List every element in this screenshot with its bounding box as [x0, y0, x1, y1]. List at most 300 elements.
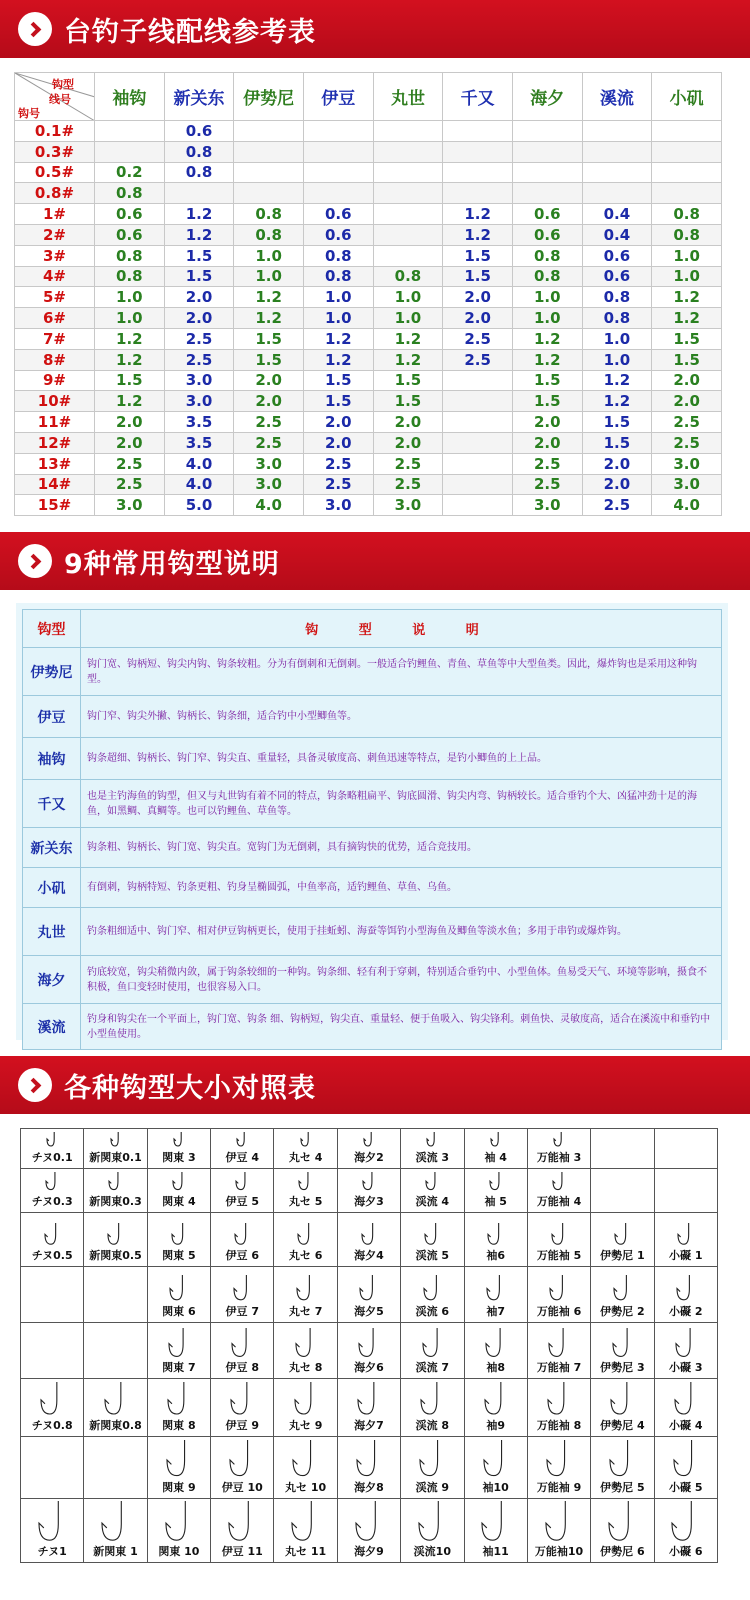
hook-size-cell	[211, 1437, 274, 1499]
hook-size-cell	[274, 1437, 337, 1499]
table-row	[15, 308, 722, 329]
hook-size-cell	[654, 1267, 717, 1323]
hook-size-cell	[337, 1323, 400, 1379]
hook-type-name: 伊豆	[23, 696, 81, 738]
fishhook-icon	[108, 1130, 124, 1149]
line-value	[373, 121, 443, 142]
fishhook-icon	[170, 1170, 188, 1193]
line-value	[582, 121, 652, 142]
line-value: 4.0	[234, 495, 304, 516]
line-value: 1.0	[234, 266, 304, 287]
hook-size-label: 万能袖 6	[536, 1305, 582, 1318]
hook-size-label: 海夕9	[354, 1545, 384, 1559]
hook-size-label: 伊豆 6	[225, 1249, 259, 1262]
hook-number: 6#	[15, 308, 95, 329]
hook-size-label: チヌ0.3	[31, 1195, 73, 1208]
line-value: 1.2	[512, 328, 582, 349]
fishhook-icon	[357, 1273, 380, 1303]
line-value: 0.8	[582, 308, 652, 329]
fishhook-icon	[551, 1130, 567, 1149]
hook-size-label: 渓流 9	[415, 1481, 450, 1494]
hook-size-label: 袖9	[486, 1419, 506, 1432]
column-header: 袖钩	[95, 73, 165, 121]
hook-size-cell	[274, 1267, 337, 1323]
table-row	[15, 412, 722, 433]
line-value	[303, 183, 373, 204]
line-value: 1.0	[652, 266, 722, 287]
fishhook-icon	[44, 1130, 60, 1149]
fishhook-icon	[43, 1170, 61, 1193]
hook-size-label: 小礙 3	[669, 1361, 703, 1374]
hook-size-cell	[654, 1129, 717, 1169]
fishhook-icon	[294, 1273, 317, 1303]
hook-size-cell	[211, 1267, 274, 1323]
table-row	[15, 245, 722, 266]
section-banner-1	[0, 0, 750, 58]
hook-size-label: 万能袖 7	[536, 1361, 582, 1374]
fishhook-icon	[484, 1273, 507, 1303]
hook-size-cell	[591, 1499, 654, 1563]
table-row	[21, 1437, 718, 1499]
fishhook-icon	[232, 1221, 253, 1247]
line-value: 0.8	[164, 141, 234, 162]
line-value: 1.2	[373, 328, 443, 349]
line-value: 1.2	[303, 328, 373, 349]
hook-size-cell	[84, 1169, 147, 1213]
line-value: 1.5	[234, 328, 304, 349]
hook-size-cell	[211, 1129, 274, 1169]
line-value: 0.6	[95, 224, 165, 245]
fishhook-icon	[487, 1170, 505, 1193]
section-banner-3	[0, 1056, 750, 1114]
fishhook-icon	[295, 1221, 316, 1247]
column-header: 丸世	[373, 73, 443, 121]
table-row	[21, 1169, 718, 1213]
line-value: 1.2	[443, 224, 513, 245]
hook-number: 14#	[15, 474, 95, 495]
section-title: 台钓子线配线参考表	[64, 16, 316, 48]
hook-size-cell	[84, 1437, 147, 1499]
hook-size-label: 万能袖 4	[536, 1195, 582, 1208]
line-value: 0.8	[234, 224, 304, 245]
hook-size-cell	[464, 1499, 527, 1563]
hook-size-cell	[84, 1267, 147, 1323]
corner-cell	[15, 73, 95, 121]
hook-size-cell	[84, 1213, 147, 1267]
hook-size-cell	[464, 1129, 527, 1169]
line-value: 2.0	[512, 432, 582, 453]
hook-size-label: 関東 7	[162, 1361, 196, 1374]
hook-size-label: 袖10	[482, 1481, 509, 1494]
line-value	[652, 121, 722, 142]
line-value: 2.5	[303, 474, 373, 495]
hook-size-cell	[337, 1267, 400, 1323]
hook-type-name: 袖钩	[23, 738, 81, 780]
table-row	[23, 956, 722, 1004]
hook-size-cell	[274, 1169, 337, 1213]
hook-size-label: 伊豆 4	[225, 1151, 259, 1164]
hook-size-cell	[527, 1499, 590, 1563]
hook-size-cell	[527, 1129, 590, 1169]
fishhook-icon	[163, 1499, 196, 1543]
line-value: 2.5	[234, 412, 304, 433]
fishhook-icon	[167, 1273, 190, 1303]
section-banner-2	[0, 532, 750, 590]
line-value	[95, 121, 165, 142]
line-value	[443, 121, 513, 142]
fishhook-icon	[479, 1499, 512, 1543]
hook-size-cell	[464, 1437, 527, 1499]
hook-number: 15#	[15, 495, 95, 516]
hook-type-description: 钓底较宽，钩尖稍微内敛，属于钩条较细的一种钩。钩条细、轻有利于穿刺，特别适合垂钓中、小型鱼体。鱼易受天气、环境等影响，摄食不积极，鱼口变轻时使用，也很容易入口。	[81, 956, 722, 1004]
line-value	[443, 162, 513, 183]
line-value: 1.5	[234, 349, 304, 370]
line-value: 0.8	[164, 162, 234, 183]
hook-size-cell	[211, 1323, 274, 1379]
hook-type-name: 溪流	[23, 1004, 81, 1050]
table-row	[23, 908, 722, 956]
line-value: 0.6	[512, 224, 582, 245]
hook-number: 4#	[15, 266, 95, 287]
line-value: 1.0	[95, 308, 165, 329]
line-value	[512, 141, 582, 162]
line-value: 0.2	[95, 162, 165, 183]
hook-size-cell	[591, 1213, 654, 1267]
line-value: 2.5	[234, 432, 304, 453]
line-value: 2.0	[582, 453, 652, 474]
table-row	[23, 738, 722, 780]
hook-size-label: 渓流 8	[415, 1419, 450, 1432]
line-value	[582, 162, 652, 183]
fishhook-icon	[169, 1221, 190, 1247]
hook-size-label: 万能袖 3	[536, 1151, 582, 1164]
line-value	[234, 162, 304, 183]
fishhook-icon	[669, 1499, 702, 1543]
table-row	[15, 495, 722, 516]
line-value: 2.5	[443, 328, 513, 349]
fishhook-icon	[105, 1221, 126, 1247]
line-value	[373, 141, 443, 162]
line-value: 1.0	[373, 287, 443, 308]
hook-type-description: 也是主钓海鱼的钩型，但又与丸世钩有着不同的特点，钩条略粗扁平、钩底圆滑、钩尖内弯、钩柄较长。适合垂钓个大、凶猛冲劲十足的海鱼，如黑鲷、真鲷等。也可以钓鲤鱼、草鱼等。	[81, 780, 722, 828]
table-row	[15, 370, 722, 391]
hook-number: 9#	[15, 370, 95, 391]
column-header: 小矶	[652, 73, 722, 121]
line-value: 1.0	[303, 287, 373, 308]
table-row	[15, 474, 722, 495]
line-value: 2.0	[373, 412, 443, 433]
line-value	[443, 495, 513, 516]
description-header: 钩 型 说 明	[81, 610, 722, 648]
hook-number: 0.3#	[15, 141, 95, 162]
hook-size-label: 海夕7	[354, 1419, 384, 1432]
hook-size-cell	[464, 1213, 527, 1267]
fishhook-icon	[543, 1499, 576, 1543]
hook-number: 12#	[15, 432, 95, 453]
column-header: 溪流	[582, 73, 652, 121]
line-value: 2.5	[373, 474, 443, 495]
line-value	[234, 141, 304, 162]
table-row	[21, 1379, 718, 1437]
line-value	[512, 183, 582, 204]
line-value: 2.5	[373, 453, 443, 474]
hook-type-name: 新关东	[23, 828, 81, 868]
line-value: 0.8	[95, 183, 165, 204]
hook-size-label: 渓流 5	[415, 1249, 450, 1262]
hook-size-label: チヌ0.8	[31, 1419, 73, 1432]
fishhook-icon	[227, 1438, 257, 1479]
hook-size-label: 丸セ 5	[288, 1195, 323, 1208]
fishhook-icon	[354, 1438, 384, 1479]
line-value: 1.5	[582, 412, 652, 433]
hook-size-cell	[21, 1379, 84, 1437]
hook-size-label: 関東 8	[162, 1419, 196, 1432]
line-value: 1.5	[512, 370, 582, 391]
hook-size-label: 関東 10	[158, 1545, 200, 1559]
fishhook-icon	[611, 1273, 634, 1303]
table-row	[15, 141, 722, 162]
line-value	[95, 141, 165, 162]
hook-type-header: 钩型	[23, 610, 81, 648]
line-value: 2.0	[373, 432, 443, 453]
hook-size-label: 万能袖 8	[536, 1419, 582, 1432]
hook-size-cell	[147, 1437, 210, 1499]
fishhook-icon	[298, 1130, 314, 1149]
fishhook-icon	[99, 1499, 132, 1543]
fishhook-icon	[612, 1221, 633, 1247]
line-value: 1.5	[373, 370, 443, 391]
hook-size-cell	[464, 1169, 527, 1213]
line-value	[443, 141, 513, 162]
line-value: 0.4	[582, 204, 652, 225]
fishhook-icon	[421, 1273, 444, 1303]
table-row	[15, 453, 722, 474]
line-value	[443, 370, 513, 391]
line-value: 3.0	[164, 370, 234, 391]
hook-size-label: 丸セ 11	[285, 1545, 327, 1559]
line-value: 2.5	[95, 474, 165, 495]
hook-size-label: 新関東0.8	[89, 1419, 142, 1432]
table-row	[23, 868, 722, 908]
line-value: 3.0	[164, 391, 234, 412]
line-value: 2.0	[95, 412, 165, 433]
column-header: 千又	[443, 73, 513, 121]
hook-size-label: 袖 4	[484, 1151, 507, 1164]
hook-size-label: 渓流 4	[415, 1195, 450, 1208]
hook-number: 1#	[15, 204, 95, 225]
line-value: 0.6	[95, 204, 165, 225]
fishhook-icon	[488, 1130, 504, 1149]
line-value: 0.8	[512, 245, 582, 266]
hook-number: 0.1#	[15, 121, 95, 142]
hook-size-cell	[147, 1129, 210, 1169]
fishhook-icon	[38, 1380, 66, 1417]
hook-size-cell	[401, 1213, 464, 1267]
table-row	[21, 1323, 718, 1379]
fishhook-icon	[229, 1326, 255, 1359]
hook-size-label: 丸セ 7	[288, 1305, 323, 1318]
hook-size-label: 海夕8	[354, 1481, 384, 1494]
hook-size-label: 伊勢尼 2	[600, 1305, 645, 1318]
fishhook-icon	[547, 1273, 570, 1303]
table-row	[21, 1213, 718, 1267]
line-value: 2.0	[512, 412, 582, 433]
line-value	[234, 183, 304, 204]
table-row	[23, 648, 722, 696]
line-value: 2.5	[652, 432, 722, 453]
line-value: 2.5	[652, 412, 722, 433]
fishhook-icon	[166, 1326, 192, 1359]
line-value: 1.5	[443, 266, 513, 287]
chevron-right-icon	[18, 1068, 52, 1102]
hook-size-cell	[527, 1267, 590, 1323]
line-value: 1.0	[582, 349, 652, 370]
table-row	[15, 121, 722, 142]
hook-size-label: 渓流 7	[415, 1361, 450, 1374]
hook-number: 5#	[15, 287, 95, 308]
line-value: 3.0	[95, 495, 165, 516]
hook-size-cell	[401, 1499, 464, 1563]
column-header: 伊势尼	[234, 73, 304, 121]
line-value: 3.0	[234, 453, 304, 474]
hook-size-cell	[401, 1169, 464, 1213]
section-title: 各种钩型大小对照表	[64, 1072, 316, 1104]
hook-size-cell	[337, 1379, 400, 1437]
line-value: 2.5	[582, 495, 652, 516]
hook-size-label: 丸セ 8	[288, 1361, 323, 1374]
line-value: 2.0	[443, 308, 513, 329]
line-value	[373, 224, 443, 245]
line-value	[652, 141, 722, 162]
hook-size-label: 小礙 1	[669, 1249, 703, 1262]
line-value	[443, 432, 513, 453]
hook-size-label: 関東 6	[162, 1305, 196, 1318]
line-value: 1.2	[373, 349, 443, 370]
line-value: 4.0	[164, 453, 234, 474]
fishhook-icon	[164, 1438, 194, 1479]
hook-size-cell	[274, 1323, 337, 1379]
line-value: 3.0	[652, 453, 722, 474]
hook-type-name: 小矶	[23, 868, 81, 908]
line-value: 2.5	[443, 349, 513, 370]
hook-size-cell	[591, 1437, 654, 1499]
line-value	[582, 141, 652, 162]
table-row	[15, 391, 722, 412]
line-value: 1.5	[164, 245, 234, 266]
line-value: 1.2	[303, 349, 373, 370]
line-value: 2.0	[303, 432, 373, 453]
hook-size-cell	[401, 1267, 464, 1323]
hook-number: 0.5#	[15, 162, 95, 183]
line-value: 3.5	[164, 412, 234, 433]
hook-size-cell	[401, 1129, 464, 1169]
fishhook-icon	[424, 1130, 440, 1149]
hook-size-label: 伊豆 5	[225, 1195, 259, 1208]
hook-size-cell	[654, 1437, 717, 1499]
chevron-right-icon	[18, 12, 52, 46]
line-value: 1.5	[303, 370, 373, 391]
hook-size-label: 関東 9	[162, 1481, 196, 1494]
table-row	[21, 1129, 718, 1169]
fishhook-icon	[293, 1326, 319, 1359]
fishhook-icon	[544, 1438, 574, 1479]
hook-size-label: 袖6	[486, 1249, 506, 1262]
hook-size-cell	[274, 1129, 337, 1169]
fishhook-icon	[296, 1170, 314, 1193]
hook-type-description: 钩门窄、钩尖外撇、钩柄长、钩条细，适合钓中小型鲫鱼等。	[81, 696, 722, 738]
fishhook-icon	[102, 1380, 130, 1417]
hook-size-cell	[337, 1129, 400, 1169]
hook-size-cell	[401, 1437, 464, 1499]
hook-size-label: 袖7	[486, 1305, 506, 1318]
corner-label-hook-no: 钩号	[18, 107, 40, 120]
hook-size-cell	[591, 1323, 654, 1379]
line-value	[652, 162, 722, 183]
hook-type-description: 有倒刺，钩柄特短、钓条更粗、钓身呈椭圆弧，中鱼率高，适钓鲤鱼、草鱼、乌鱼。	[81, 868, 722, 908]
line-value	[443, 391, 513, 412]
hook-size-cell	[84, 1499, 147, 1563]
hook-size-label: 伊勢尼 1	[600, 1249, 645, 1262]
hook-size-label: 伊勢尼 6	[600, 1545, 645, 1559]
line-value: 3.0	[303, 495, 373, 516]
table-row	[23, 1004, 722, 1050]
hook-size-label: 伊豆 8	[225, 1361, 259, 1374]
fishhook-icon	[485, 1221, 506, 1247]
table-row	[21, 1499, 718, 1563]
line-value	[443, 453, 513, 474]
fishhook-icon	[674, 1273, 697, 1303]
hook-size-label: 万能袖10	[534, 1545, 584, 1559]
fishhook-icon	[673, 1326, 699, 1359]
line-value: 1.2	[234, 308, 304, 329]
hook-size-cell	[274, 1213, 337, 1267]
table-row	[23, 780, 722, 828]
line-value: 0.8	[303, 266, 373, 287]
hook-size-label: 関東 3	[162, 1151, 196, 1164]
line-value: 2.0	[303, 412, 373, 433]
fishhook-icon	[483, 1326, 509, 1359]
hook-size-cell	[21, 1267, 84, 1323]
line-value	[164, 183, 234, 204]
hook-size-label: 新関東0.1	[89, 1151, 142, 1164]
fishhook-icon	[481, 1438, 511, 1479]
line-value	[303, 121, 373, 142]
hook-size-cell	[527, 1437, 590, 1499]
hook-size-cell	[654, 1499, 717, 1563]
table-row	[15, 183, 722, 204]
fishhook-icon	[672, 1380, 700, 1417]
column-header: 新关东	[164, 73, 234, 121]
hook-size-label: 万能袖 5	[536, 1249, 582, 1262]
line-value: 5.0	[164, 495, 234, 516]
line-value: 2.5	[512, 474, 582, 495]
line-value: 1.2	[164, 204, 234, 225]
corner-label-line-no: 线号	[49, 93, 71, 106]
fishhook-icon	[290, 1438, 320, 1479]
line-value: 1.0	[373, 308, 443, 329]
hook-type-name: 千又	[23, 780, 81, 828]
line-value: 0.8	[652, 204, 722, 225]
hook-size-cell	[21, 1213, 84, 1267]
line-value: 0.6	[582, 266, 652, 287]
corner-label-hook-type: 钩型	[52, 78, 74, 91]
table-row	[15, 432, 722, 453]
line-value: 3.0	[512, 495, 582, 516]
line-value: 1.2	[234, 287, 304, 308]
fishhook-icon	[355, 1380, 383, 1417]
hook-size-cell	[274, 1379, 337, 1437]
hook-type-name: 伊势尼	[23, 648, 81, 696]
